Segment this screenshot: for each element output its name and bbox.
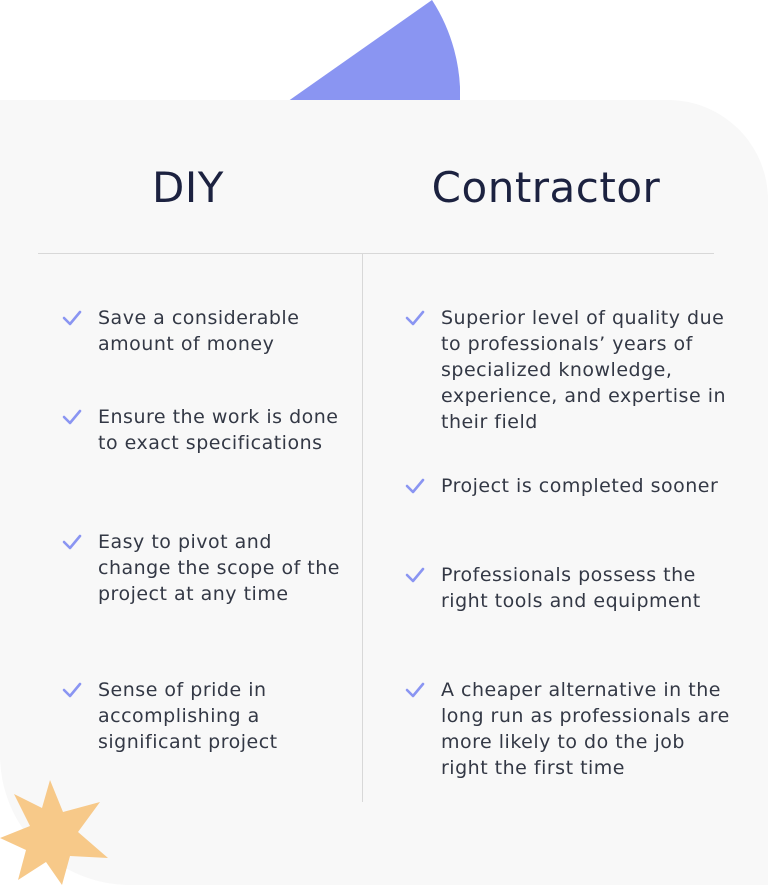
contractor-title: Contractor xyxy=(431,163,661,212)
star-decoration xyxy=(0,780,108,885)
list-item xyxy=(405,305,735,435)
list-item xyxy=(62,677,342,755)
list-item xyxy=(405,562,735,614)
check-icon xyxy=(405,567,425,583)
check-icon xyxy=(62,409,82,425)
list-item xyxy=(62,529,342,607)
check-icon xyxy=(62,682,82,698)
column-divider xyxy=(362,254,363,802)
check-icon xyxy=(62,310,82,326)
quarter-circle-decoration xyxy=(284,0,460,104)
list-item-text: Save a considerable amount of money xyxy=(98,307,300,355)
list-item xyxy=(405,677,735,781)
list-item-text: Sense of pride in accomplishing a significant project xyxy=(98,679,278,753)
list-item-text: Professionals possess the right tools and equipment xyxy=(441,564,701,612)
check-icon xyxy=(62,534,82,550)
list-item-text: Easy to pivot and change the scope of the project at any time xyxy=(98,531,340,605)
list-item xyxy=(62,305,342,357)
check-icon xyxy=(405,310,425,326)
header-divider xyxy=(38,253,714,254)
list-item-text: Superior level of quality due to professionals’ years of specialized knowledge, experience, and expertise in their field xyxy=(441,307,727,433)
check-icon xyxy=(405,478,425,494)
diy-title: DIY xyxy=(152,163,224,212)
list-item-text: Ensure the work is done to exact specifications xyxy=(98,406,339,454)
check-icon xyxy=(405,682,425,698)
list-item-text: A cheaper alternative in the long run as professionals are more likely to do the job right the first time xyxy=(441,679,730,779)
list-item xyxy=(405,473,735,499)
list-item-text: Project is completed sooner xyxy=(441,475,719,497)
list-item xyxy=(62,404,342,456)
